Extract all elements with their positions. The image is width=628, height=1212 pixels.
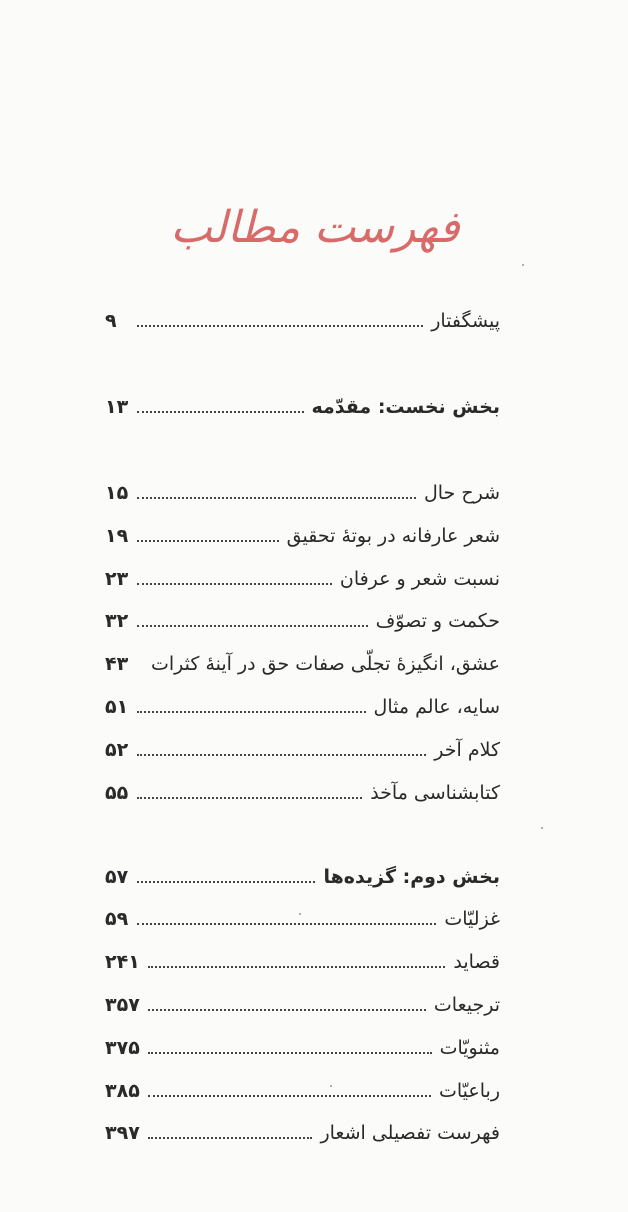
toc-entry-label: رباعیّات xyxy=(439,1080,500,1102)
leader-dots xyxy=(137,540,279,542)
leader-dots xyxy=(148,1137,313,1139)
toc-entry-page: ۳۸۵ xyxy=(105,1080,140,1102)
toc-entry-page: ۵۵ xyxy=(105,782,129,804)
toc-entry-page: ۱۳ xyxy=(105,396,129,418)
toc-entry-page: ۱۵ xyxy=(105,482,129,504)
toc-entry-page: ۲۴۱ xyxy=(105,951,140,973)
leader-dots xyxy=(148,1009,426,1011)
toc-entry-label: سایه، عالم مثال xyxy=(373,696,500,718)
leader-dots xyxy=(137,411,304,413)
toc-entry-page: ۵۲ xyxy=(105,739,129,761)
toc-entry-page: ۱۹ xyxy=(105,525,129,547)
leader-dots xyxy=(137,583,332,585)
toc-entry-label: فهرست تفصیلی اشعار xyxy=(320,1122,500,1144)
toc-entry xyxy=(105,474,500,508)
paper-speck xyxy=(522,264,524,266)
toc-entry xyxy=(105,900,500,934)
toc-entry-label: پیشگفتار xyxy=(431,310,500,332)
leader-dots xyxy=(137,881,315,883)
toc-entry xyxy=(105,986,500,1020)
toc-entry xyxy=(105,688,500,722)
leader-dots xyxy=(137,711,366,713)
toc-entry-label: ترجیعات xyxy=(433,994,500,1016)
leader-dots xyxy=(137,497,416,499)
page-title: فهرست مطالب xyxy=(170,202,460,253)
toc-entry-label: شرح حال xyxy=(423,482,500,504)
toc-entry-label: کتابشناسی مآخذ xyxy=(370,782,500,804)
toc-entry xyxy=(105,1114,500,1148)
leader-dots xyxy=(148,966,446,968)
toc-entry-page: ۵۹ xyxy=(105,908,129,930)
toc-entry-label: شعر عارفانه در بوتهٔ تحقیق xyxy=(286,525,500,547)
toc-entry-label: نسبت شعر و عرفان xyxy=(339,568,500,590)
toc-entry xyxy=(105,517,500,551)
toc-entry-label: قصاید xyxy=(453,951,500,973)
toc-entry xyxy=(105,1029,500,1063)
toc-entry-page: ۳۲ xyxy=(105,610,129,632)
toc-entry xyxy=(105,560,500,594)
toc-entry xyxy=(105,645,500,679)
toc-entry-page: ۳۵۷ xyxy=(105,994,140,1016)
toc-entry-page: ۳۹۷ xyxy=(105,1122,140,1144)
toc-entry-label: غزلیّات xyxy=(444,908,500,930)
leader-dots xyxy=(137,625,368,627)
leader-dots xyxy=(148,1095,431,1097)
toc-entry xyxy=(105,943,500,977)
toc-entry-label: کلام آخر xyxy=(434,739,500,761)
leader-dots xyxy=(137,797,362,799)
toc-entry-page: ۵۷ xyxy=(105,866,129,888)
toc-entry xyxy=(105,731,500,765)
toc-entry-page: ۲۳ xyxy=(105,568,129,590)
toc-entry-page: ۴۳ xyxy=(105,653,129,675)
leader-dots xyxy=(137,325,423,327)
toc-entry-label: حکمت و تصوّف xyxy=(375,610,500,632)
toc-entry xyxy=(105,302,500,336)
toc-entry-label: مثنویّات xyxy=(439,1037,500,1059)
leader-dots xyxy=(137,754,426,756)
toc-entry xyxy=(105,602,500,636)
leader-dots xyxy=(148,1052,432,1054)
paper-speck xyxy=(541,827,543,829)
paper-speck xyxy=(299,913,301,915)
toc-entry-label: بخش دوم: گزیده‌ها xyxy=(323,866,500,888)
toc-entry xyxy=(105,774,500,808)
toc-entry-label: بخش نخست: مقدّمه xyxy=(311,396,500,418)
paper-speck xyxy=(330,1085,332,1087)
toc-entry-page: ۳۷۵ xyxy=(105,1037,140,1059)
toc-entry-page: ۵۱ xyxy=(105,696,129,718)
leader-dots xyxy=(137,923,436,925)
toc-section-heading xyxy=(105,858,500,892)
toc-section-heading xyxy=(105,388,500,422)
toc-entry xyxy=(105,1072,500,1106)
toc-entry-page: ۹ xyxy=(105,310,117,332)
toc-entry-label: عشق، انگیزهٔ تجلّی صفات حق در آینهٔ کثرات xyxy=(150,653,500,675)
